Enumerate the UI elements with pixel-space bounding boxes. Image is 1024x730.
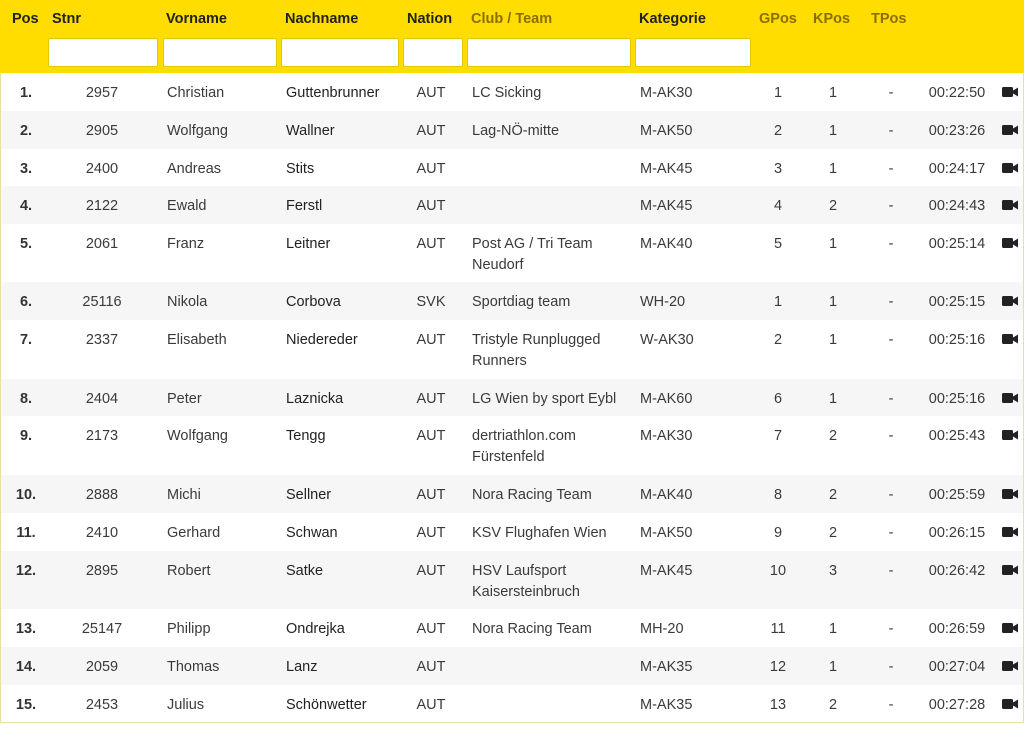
cell-stnr: 2895 bbox=[85, 563, 119, 579]
cell-pos: 8. bbox=[19, 391, 33, 407]
cell-vorname: Gerhard bbox=[167, 525, 221, 541]
cell-time: 00:24:17 bbox=[928, 161, 986, 177]
cell-nachname: Schwan bbox=[286, 525, 338, 541]
cell-nation: AUT bbox=[416, 428, 446, 444]
cell-time: 00:27:28 bbox=[928, 697, 986, 713]
cell-stnr: 2453 bbox=[85, 697, 119, 713]
cell-tpos: - bbox=[888, 621, 894, 637]
cell-tpos: - bbox=[888, 697, 894, 713]
cell-gpos: 13 bbox=[769, 697, 787, 713]
cell-stnr: 25116 bbox=[82, 294, 122, 310]
nachname-filter-input[interactable] bbox=[281, 38, 399, 67]
table-row[interactable] bbox=[1, 149, 1023, 186]
cell-gpos: 5 bbox=[773, 236, 783, 252]
header-club[interactable]: Club / Team bbox=[471, 11, 553, 27]
cell-nachname: Ferstl bbox=[286, 198, 323, 214]
cell-kpos: 1 bbox=[828, 236, 838, 252]
cell-kpos: 1 bbox=[828, 332, 838, 348]
cell-stnr: 2061 bbox=[85, 236, 119, 252]
cell-stnr: 25147 bbox=[81, 621, 123, 637]
cell-kpos: 3 bbox=[828, 563, 838, 579]
cell-vorname: Andreas bbox=[167, 161, 222, 177]
video-camera-icon[interactable] bbox=[1002, 333, 1022, 347]
cell-tpos: - bbox=[888, 294, 894, 310]
table-row[interactable] bbox=[1, 282, 1023, 320]
cell-nation: AUT bbox=[416, 332, 446, 348]
cell-vorname: Robert bbox=[167, 563, 211, 579]
cell-stnr: 2122 bbox=[85, 198, 119, 214]
cell-club: KSV Flughafen Wien bbox=[472, 525, 607, 541]
header-vorname[interactable]: Vorname bbox=[166, 11, 227, 27]
cell-tpos: - bbox=[888, 487, 894, 503]
cell-tpos: - bbox=[888, 236, 894, 252]
cell-gpos: 3 bbox=[773, 161, 783, 177]
table-row[interactable] bbox=[1, 224, 1023, 282]
header-tpos[interactable]: TPos bbox=[871, 11, 907, 27]
video-camera-icon[interactable] bbox=[1002, 86, 1022, 100]
cell-club: HSV Laufsport Kaisersteinbruch bbox=[472, 563, 580, 600]
club-filter-input[interactable] bbox=[467, 38, 631, 67]
video-camera-icon[interactable] bbox=[1002, 392, 1022, 406]
cell-nation: AUT bbox=[416, 161, 446, 177]
cell-gpos: 1 bbox=[773, 294, 783, 310]
table-row[interactable] bbox=[1, 475, 1023, 513]
stnr-filter-input[interactable] bbox=[48, 38, 158, 67]
cell-nation: AUT bbox=[416, 697, 446, 713]
cell-vorname: Peter bbox=[167, 391, 202, 407]
cell-pos: 3. bbox=[19, 161, 33, 177]
header-kategorie[interactable]: Kategorie bbox=[639, 11, 706, 27]
video-camera-icon[interactable] bbox=[1002, 237, 1022, 251]
cell-kpos: 2 bbox=[828, 428, 838, 444]
cell-gpos: 1 bbox=[773, 85, 783, 101]
cell-tpos: - bbox=[888, 391, 894, 407]
cell-kategorie: M-AK35 bbox=[640, 697, 693, 713]
cell-nachname: Corbova bbox=[286, 294, 341, 310]
cell-pos: 11. bbox=[16, 525, 36, 541]
cell-kpos: 1 bbox=[828, 123, 838, 139]
cell-gpos: 2 bbox=[773, 332, 783, 348]
header-kpos[interactable]: KPos bbox=[813, 11, 851, 27]
cell-kpos: 1 bbox=[828, 659, 838, 675]
cell-kpos: 1 bbox=[828, 621, 838, 637]
cell-nation: AUT bbox=[416, 659, 446, 675]
cell-time: 00:25:43 bbox=[928, 428, 986, 444]
kategorie-filter-input[interactable] bbox=[635, 38, 751, 67]
cell-kpos: 2 bbox=[828, 697, 838, 713]
cell-stnr: 2337 bbox=[85, 332, 119, 348]
cell-club: Lag-NÖ-mitte bbox=[472, 123, 560, 139]
cell-nation: AUT bbox=[416, 198, 446, 214]
cell-vorname: Julius bbox=[167, 697, 205, 713]
cell-time: 00:23:26 bbox=[928, 123, 986, 139]
cell-time: 00:26:59 bbox=[928, 621, 986, 637]
cell-club: dertriathlon.com Fürstenfeld bbox=[472, 428, 576, 465]
cell-kpos: 2 bbox=[828, 487, 838, 503]
nation-filter-input[interactable] bbox=[403, 38, 463, 67]
cell-club: Nora Racing Team bbox=[472, 621, 592, 637]
cell-tpos: - bbox=[888, 525, 894, 541]
cell-nachname: Satke bbox=[286, 563, 324, 579]
cell-time: 00:24:43 bbox=[928, 198, 986, 214]
cell-club: LG Wien by sport Eybl bbox=[472, 391, 617, 407]
video-camera-icon[interactable] bbox=[1002, 124, 1022, 138]
cell-pos: 14. bbox=[15, 659, 37, 675]
cell-gpos: 8 bbox=[773, 487, 783, 503]
video-camera-icon[interactable] bbox=[1002, 526, 1022, 540]
cell-nachname: Leitner bbox=[286, 236, 331, 252]
cell-nachname: Laznicka bbox=[286, 391, 344, 407]
cell-tpos: - bbox=[888, 161, 894, 177]
cell-nation: SVK bbox=[416, 294, 446, 310]
cell-time: 00:25:16 bbox=[928, 391, 986, 407]
cell-gpos: 12 bbox=[769, 659, 787, 675]
cell-tpos: - bbox=[888, 428, 894, 444]
cell-kategorie: M-AK30 bbox=[640, 428, 693, 444]
cell-nachname: Lanz bbox=[286, 659, 318, 675]
cell-nation: AUT bbox=[416, 236, 446, 252]
cell-kategorie: M-AK35 bbox=[640, 659, 693, 675]
cell-pos: 4. bbox=[19, 198, 33, 214]
cell-nachname: Tengg bbox=[286, 428, 326, 444]
cell-vorname: Philipp bbox=[167, 621, 211, 637]
cell-stnr: 2404 bbox=[85, 391, 119, 407]
table-row[interactable] bbox=[1, 647, 1023, 685]
video-camera-icon[interactable] bbox=[1002, 488, 1022, 502]
cell-vorname: Franz bbox=[167, 236, 205, 252]
cell-time: 00:25:15 bbox=[928, 294, 986, 310]
cell-pos: 9. bbox=[19, 428, 33, 444]
cell-gpos: 10 bbox=[769, 563, 787, 579]
cell-kategorie: M-AK40 bbox=[640, 487, 693, 503]
video-camera-icon[interactable] bbox=[1002, 162, 1022, 176]
cell-club: LC Sicking bbox=[472, 85, 542, 101]
cell-nation: AUT bbox=[416, 123, 446, 139]
cell-pos: 12. bbox=[15, 563, 37, 579]
cell-pos: 2. bbox=[19, 123, 33, 139]
cell-kpos: 2 bbox=[828, 525, 838, 541]
cell-nachname: Sellner bbox=[286, 487, 332, 503]
cell-time: 00:22:50 bbox=[928, 85, 986, 101]
cell-tpos: - bbox=[888, 198, 894, 214]
video-camera-icon[interactable] bbox=[1002, 698, 1022, 712]
cell-kategorie: M-AK50 bbox=[640, 525, 693, 541]
table-row[interactable] bbox=[1, 111, 1023, 149]
table-row[interactable] bbox=[1, 513, 1023, 551]
video-camera-icon[interactable] bbox=[1002, 660, 1022, 674]
table-row[interactable] bbox=[1, 73, 1023, 111]
cell-nachname: Stits bbox=[286, 161, 315, 177]
table-row[interactable] bbox=[1, 685, 1023, 723]
cell-kpos: 1 bbox=[828, 391, 838, 407]
cell-kpos: 1 bbox=[828, 161, 838, 177]
cell-kpos: 2 bbox=[828, 198, 838, 214]
cell-gpos: 6 bbox=[773, 391, 783, 407]
cell-nachname: Schönwetter bbox=[286, 697, 367, 713]
video-camera-icon[interactable] bbox=[1002, 295, 1022, 309]
cell-pos: 1. bbox=[19, 85, 33, 101]
cell-time: 00:26:15 bbox=[928, 525, 986, 541]
cell-vorname: Christian bbox=[167, 85, 225, 101]
cell-kategorie: M-AK60 bbox=[640, 391, 693, 407]
cell-kategorie: M-AK30 bbox=[640, 85, 693, 101]
cell-kategorie: M-AK50 bbox=[640, 123, 693, 139]
results-header bbox=[0, 0, 1024, 73]
cell-stnr: 2173 bbox=[85, 428, 119, 444]
cell-pos: 10. bbox=[15, 487, 37, 503]
cell-vorname: Thomas bbox=[167, 659, 220, 675]
cell-vorname: Michi bbox=[167, 487, 201, 503]
cell-vorname: Wolfgang bbox=[167, 123, 228, 139]
table-row[interactable] bbox=[1, 551, 1023, 609]
cell-club: Nora Racing Team bbox=[472, 487, 592, 503]
cell-stnr: 2400 bbox=[85, 161, 119, 177]
cell-gpos: 7 bbox=[773, 428, 783, 444]
header-gpos[interactable]: GPos bbox=[759, 11, 797, 27]
cell-stnr: 2410 bbox=[85, 525, 119, 541]
cell-time: 00:25:14 bbox=[928, 236, 986, 252]
cell-time: 00:25:59 bbox=[928, 487, 986, 503]
table-row[interactable] bbox=[1, 320, 1023, 379]
header-nachname[interactable]: Nachname bbox=[285, 11, 359, 27]
header-nation[interactable]: Nation bbox=[407, 11, 453, 27]
cell-nachname: Niedereder bbox=[286, 332, 358, 348]
cell-pos: 7. bbox=[19, 332, 33, 348]
table-row[interactable] bbox=[1, 609, 1023, 647]
cell-nachname: Wallner bbox=[286, 123, 335, 139]
header-stnr[interactable]: Stnr bbox=[52, 11, 81, 27]
cell-tpos: - bbox=[888, 332, 894, 348]
cell-vorname: Elisabeth bbox=[167, 332, 227, 348]
cell-tpos: - bbox=[888, 85, 894, 101]
cell-kategorie: W-AK30 bbox=[640, 332, 694, 348]
cell-kategorie: M-AK45 bbox=[640, 161, 693, 177]
cell-pos: 13. bbox=[15, 621, 37, 637]
cell-gpos: 11 bbox=[770, 621, 786, 637]
cell-nation: AUT bbox=[416, 391, 446, 407]
header-pos[interactable]: Pos bbox=[12, 11, 39, 27]
video-camera-icon[interactable] bbox=[1002, 564, 1022, 578]
cell-nation: AUT bbox=[416, 621, 446, 637]
cell-time: 00:25:16 bbox=[928, 332, 986, 348]
cell-pos: 5. bbox=[19, 236, 33, 252]
cell-stnr: 2905 bbox=[85, 123, 119, 139]
cell-club: Sportdiag team bbox=[472, 294, 571, 310]
cell-gpos: 2 bbox=[773, 123, 783, 139]
cell-tpos: - bbox=[888, 123, 894, 139]
cell-vorname: Ewald bbox=[167, 198, 207, 214]
video-camera-icon[interactable] bbox=[1002, 429, 1022, 443]
results-table bbox=[0, 73, 1024, 723]
table-row[interactable] bbox=[1, 416, 1023, 475]
cell-stnr: 2957 bbox=[85, 85, 119, 101]
cell-pos: 6. bbox=[19, 294, 33, 310]
cell-kategorie: M-AK45 bbox=[640, 198, 693, 214]
cell-nation: AUT bbox=[416, 525, 446, 541]
cell-kpos: 1 bbox=[828, 294, 838, 310]
cell-nation: AUT bbox=[416, 563, 446, 579]
video-camera-icon[interactable] bbox=[1002, 622, 1022, 636]
cell-tpos: - bbox=[888, 659, 894, 675]
cell-club: Post AG / Tri Team Neudorf bbox=[472, 236, 593, 273]
cell-stnr: 2059 bbox=[85, 659, 119, 675]
video-camera-icon[interactable] bbox=[1002, 199, 1022, 213]
cell-tpos: - bbox=[888, 563, 894, 579]
cell-nachname: Ondrejka bbox=[286, 621, 345, 637]
cell-gpos: 9 bbox=[773, 525, 783, 541]
cell-kategorie: M-AK45 bbox=[640, 563, 693, 579]
table-row[interactable] bbox=[1, 379, 1023, 416]
cell-nachname: Guttenbrunner bbox=[286, 85, 380, 101]
cell-gpos: 4 bbox=[773, 198, 783, 214]
cell-kategorie: MH-20 bbox=[640, 621, 684, 637]
cell-kategorie: WH-20 bbox=[640, 294, 686, 310]
cell-time: 00:26:42 bbox=[928, 563, 986, 579]
cell-vorname: Nikola bbox=[167, 294, 208, 310]
cell-kategorie: M-AK40 bbox=[640, 236, 693, 252]
cell-nation: AUT bbox=[416, 85, 446, 101]
cell-vorname: Wolfgang bbox=[167, 428, 228, 444]
cell-stnr: 2888 bbox=[85, 487, 119, 503]
cell-time: 00:27:04 bbox=[928, 659, 986, 675]
cell-kpos: 1 bbox=[828, 85, 838, 101]
cell-club: Tristyle Runplugged Runners bbox=[472, 332, 601, 369]
cell-nation: AUT bbox=[416, 487, 446, 503]
vorname-filter-input[interactable] bbox=[163, 38, 277, 67]
table-row[interactable] bbox=[1, 186, 1023, 224]
cell-pos: 15. bbox=[15, 697, 37, 713]
